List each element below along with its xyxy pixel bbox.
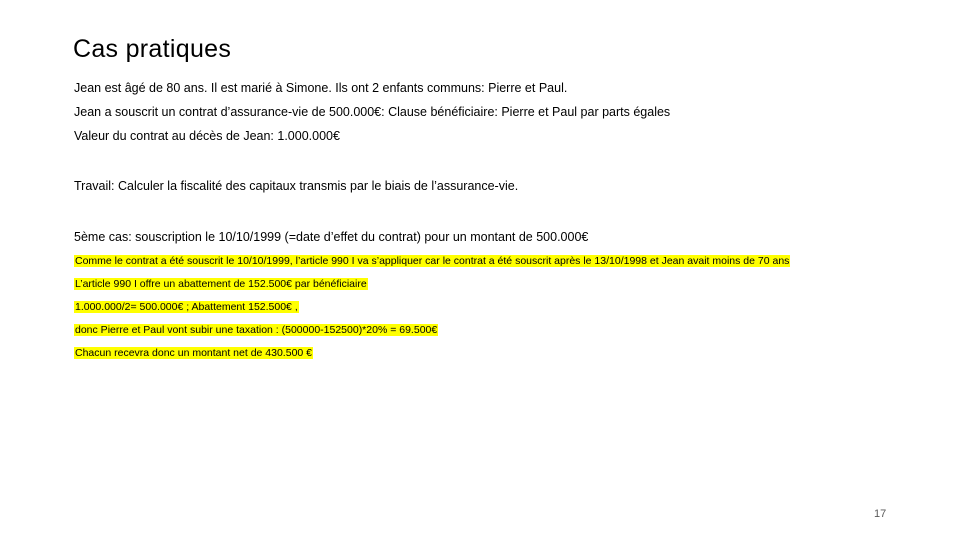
intro-line-3: Valeur du contrat au décès de Jean: 1.000.000€ (74, 129, 340, 143)
answer-highlight-1: Comme le contrat a été souscrit le 10/10/1999, l’article 990 I va s’appliquer car le contrat a été souscrit après le 13/10/1998 et Jean avait moins de 70 ans (75, 255, 790, 267)
answer-highlight-5: Chacun recevra donc un montant net de 430.500 € (75, 347, 312, 359)
answer-highlight-3: 1.000.000/2= 500.000€ ; Abattement 152.500€ , (75, 301, 298, 313)
answer-line-1 (74, 254, 790, 268)
answer-line-5 (74, 346, 313, 360)
answer-line-2 (74, 277, 368, 291)
answer-line-4 (74, 323, 438, 337)
answer-highlight-2: L’article 990 I offre un abattement de 152.500€ par bénéficiaire (75, 278, 367, 290)
slide-title: Cas pratiques (73, 35, 232, 63)
case-heading: 5ème cas: souscription le 10/10/1999 (=date d’effet du contrat) pour un montant de 500.000€ (74, 230, 589, 244)
intro-line-1: Jean est âgé de 80 ans. Il est marié à Simone. Ils ont 2 enfants communs: Pierre et Paul. (74, 81, 568, 95)
task-line: Travail: Calculer la fiscalité des capitaux transmis par le biais de l’assurance-vie. (74, 179, 519, 193)
answer-line-3 (74, 300, 299, 314)
intro-line-2: Jean a souscrit un contrat d’assurance-vie de 500.000€: Clause bénéficiaire: Pierre et Paul par parts égales (74, 105, 671, 119)
page-number: 17 (874, 508, 887, 520)
answer-highlight-4: donc Pierre et Paul vont subir une taxation : (500000-152500)*20% = 69.500€ (75, 324, 438, 336)
